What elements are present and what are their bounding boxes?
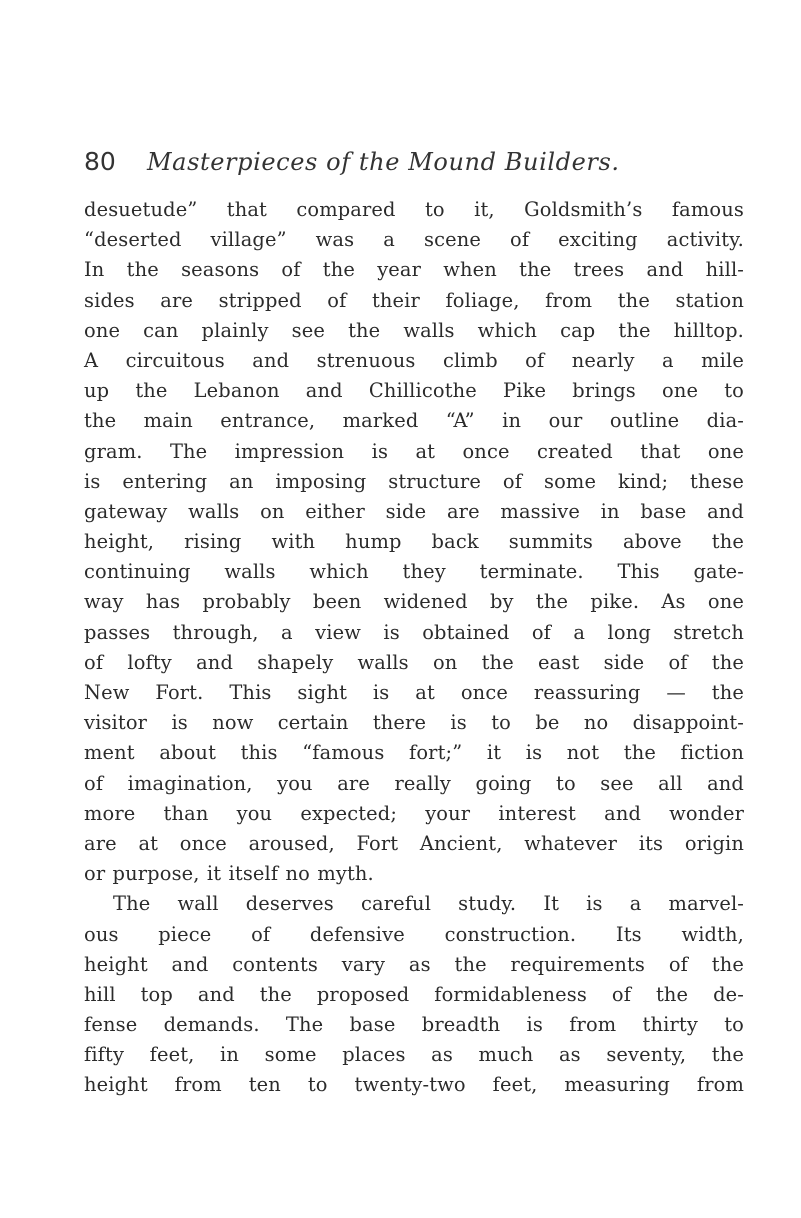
- text-line: A circuitous and strenuous climb of nearly a mile: [84, 348, 744, 372]
- running-title: Masterpieces of the Mound Builders.: [147, 148, 620, 176]
- text-line: In the seasons of the year when the trees and hill-: [84, 258, 744, 282]
- text-line: of imagination, you are really going to see all and: [84, 771, 744, 795]
- text-line: continuing walls which they terminate. This gate-: [84, 560, 744, 584]
- text-line: is entering an imposing structure of some kind; these: [84, 469, 744, 493]
- text-line: visitor is now certain there is to be no disappoint-: [84, 711, 744, 735]
- text-line: ous piece of defensive construction. Its width,: [84, 922, 744, 946]
- page-header: [84, 146, 744, 178]
- text-line: gateway walls on either side are massive in base and: [84, 499, 744, 523]
- body-text: [84, 195, 744, 1101]
- text-line: ment about this “famous fort;” it is not the fiction: [84, 741, 744, 765]
- text-line: height from ten to twenty-two feet, measuring from: [84, 1073, 744, 1097]
- text-line: fifty feet, in some places as much as seventy, the: [84, 1043, 744, 1067]
- text-line: New Fort. This sight is at once reassuring — the: [84, 681, 744, 704]
- text-line: of lofty and shapely walls on the east side of the: [84, 650, 744, 674]
- text-line: passes through, a view is obtained of a long stretch: [84, 620, 744, 644]
- text-line: sides are stripped of their foliage, from the station: [84, 288, 744, 312]
- paragraph-end-line: or purpose, it itself no myth.: [84, 862, 374, 886]
- text-line: height, rising with hump back summits above the: [84, 530, 744, 554]
- text-line: fense demands. The base breadth is from thirty to: [84, 1013, 744, 1037]
- text-line: gram. The impression is at once created that one: [84, 439, 744, 463]
- text-line: one can plainly see the walls which cap the hilltop.: [84, 318, 744, 342]
- text-line: more than you expected; your interest and wonder: [84, 801, 744, 825]
- text-line: up the Lebanon and Chillicothe Pike brings one to: [84, 379, 744, 403]
- page-number: 80: [84, 147, 116, 176]
- text-line: desuetude” that compared to it, Goldsmith’s famous: [84, 198, 744, 221]
- text-line: the main entrance, marked “A” in our outline dia-: [84, 409, 744, 433]
- text-line: are at once aroused, Fort Ancient, whatever its origin: [84, 831, 744, 855]
- text-line: way has probably been widened by the pike. As one: [84, 590, 744, 614]
- text-line: “deserted village” was a scene of exciting activity.: [84, 228, 744, 252]
- text-line: height and contents vary as the requirements of the: [84, 952, 744, 976]
- paragraph-start-line: The wall deserves careful study. It is a marvel-: [113, 892, 744, 916]
- text-line: hill top and the proposed formidableness of the de-: [84, 982, 744, 1006]
